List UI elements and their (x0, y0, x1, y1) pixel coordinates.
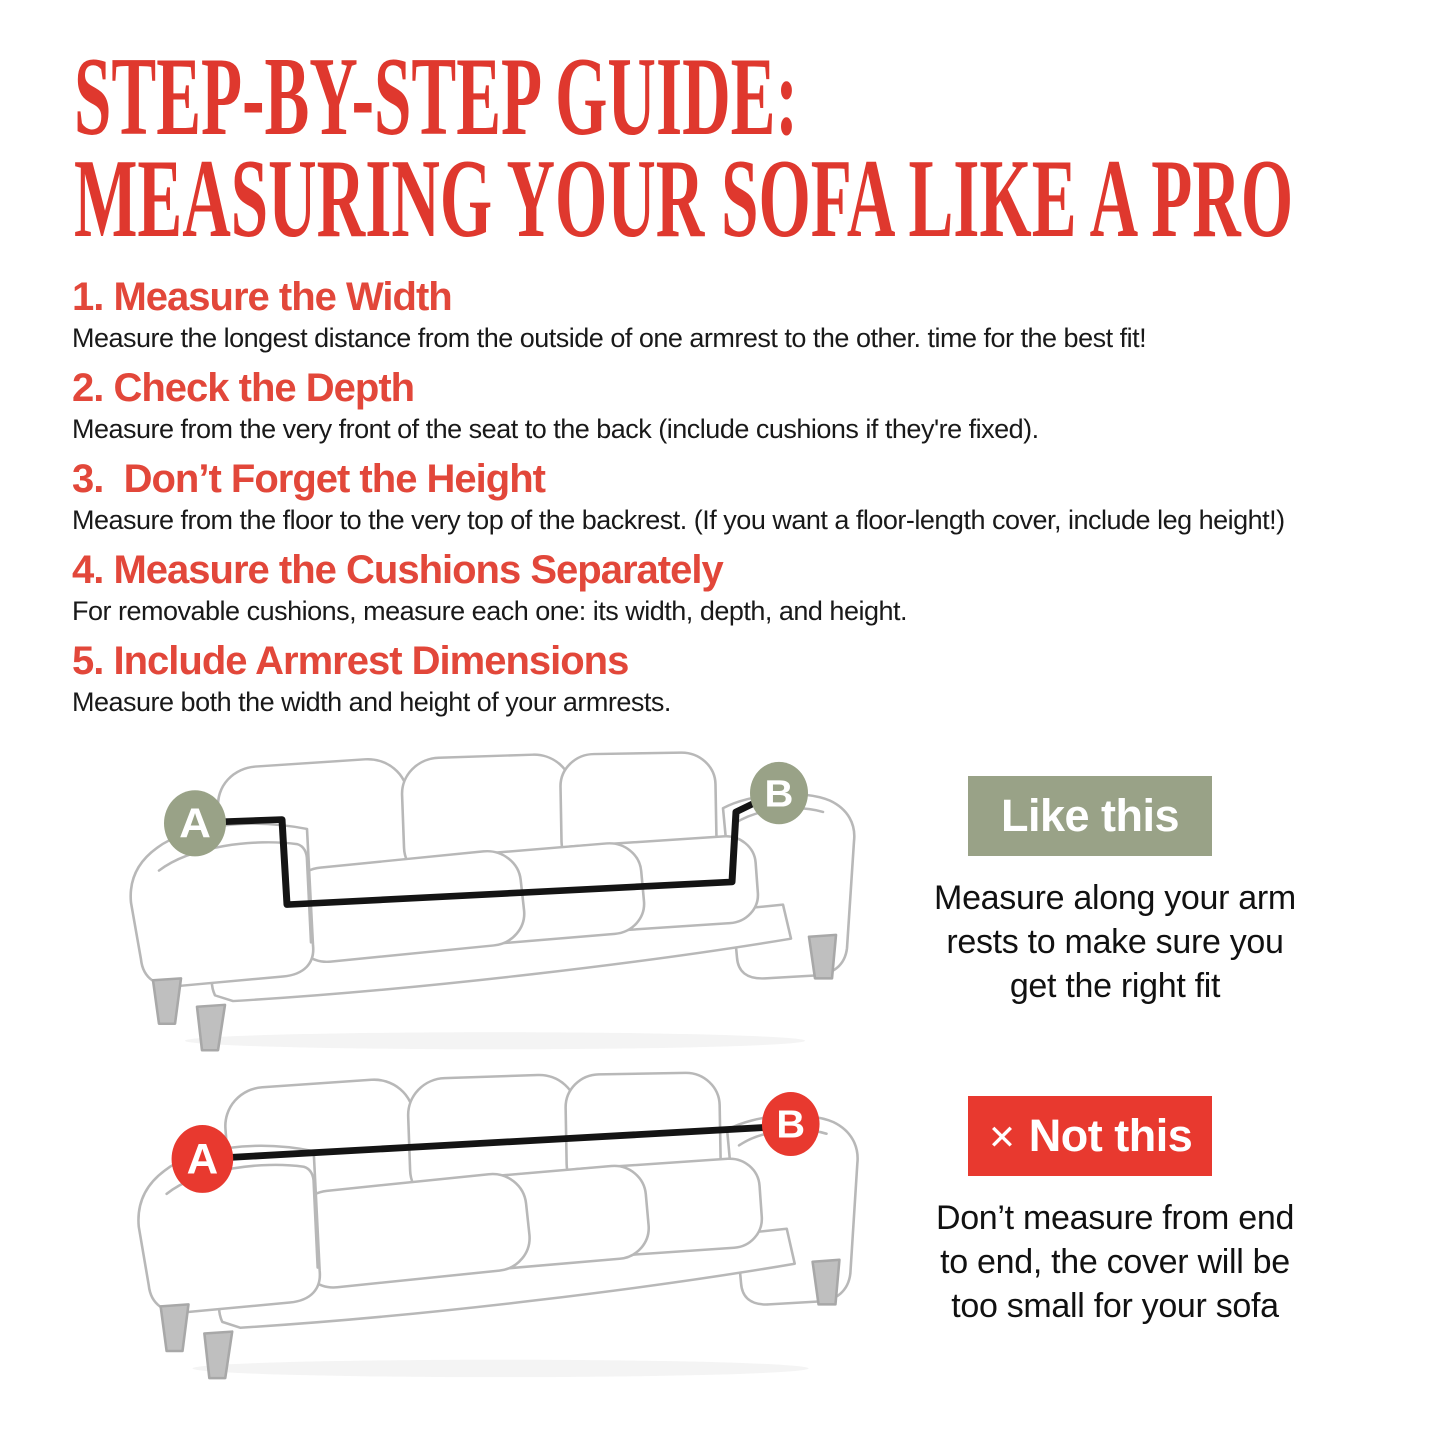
not-this-badge (968, 1096, 1212, 1176)
step-3-body: Measure from the floor to the very top of the backrest. (If you want a floor-length cover, include leg height!) (72, 505, 1285, 535)
step-4-heading: 4. Measure the Cushions Separately (72, 548, 723, 592)
marker-a-correct (164, 790, 226, 856)
not-this-caption-line-1: Don’t measure from end (935, 1199, 1295, 1237)
step-5-body: Measure both the width and height of your armrests. (72, 687, 671, 717)
step-1-heading: 1. Measure the Width (72, 275, 452, 319)
step-4-body: For removable cushions, measure each one: its width, depth, and height. (72, 596, 907, 626)
marker-a-label: A (186, 1135, 219, 1184)
sofa-outline (131, 752, 855, 1050)
step-1-body: Measure the longest distance from the outside of one armrest to the other. time for the best fit! (72, 323, 1147, 353)
steps-list (72, 276, 1437, 731)
page-title (74, 35, 1445, 261)
page-title-line-2: MEASURING YOUR SOFA LIKE A PRO (74, 137, 1294, 261)
marker-a-wrong (172, 1125, 234, 1193)
step-5-heading: 5. Include Armrest Dimensions (72, 639, 629, 683)
sofa-outline (138, 1072, 857, 1378)
marker-b-label: B (764, 773, 794, 816)
like-this-caption-line-2: rests to make sure you (946, 923, 1284, 961)
marker-b-label: B (776, 1103, 806, 1147)
like-this-label: Like this (1000, 790, 1180, 841)
step-2-body: Measure from the very front of the seat to the back (include cushions if they're fixed). (72, 414, 1039, 444)
not-this-caption-line-3: too small for your sofa (951, 1287, 1279, 1325)
sofa-diagram-correct (95, 742, 905, 1054)
like-this-badge (968, 776, 1212, 856)
page-title-line-1: STEP-BY-STEP GUIDE: (74, 35, 798, 159)
x-icon: ✕ (987, 1119, 1016, 1157)
like-this-caption-line-3: get the right fit (1009, 967, 1221, 1005)
sofa-line-art-wrong (103, 1062, 908, 1382)
step-2-heading: 2. Check the Depth (72, 366, 415, 410)
like-this-caption (905, 876, 1325, 1008)
sofa-diagram-wrong (103, 1062, 908, 1382)
not-this-caption-line-2: to end, the cover will be (940, 1243, 1290, 1281)
marker-b-wrong (762, 1092, 820, 1156)
like-this-caption-line-1: Measure along your arm (934, 879, 1296, 917)
sofa-shadow (185, 1032, 805, 1049)
marker-a-label: A (179, 800, 211, 848)
not-this-label: Not this (1028, 1110, 1193, 1161)
marker-b-correct (750, 762, 808, 824)
sofa-shadow (192, 1360, 808, 1377)
sofa-line-art-correct (95, 742, 905, 1054)
step-3-heading: 3. Don’t Forget the Height (72, 457, 545, 501)
not-this-caption (905, 1196, 1325, 1328)
